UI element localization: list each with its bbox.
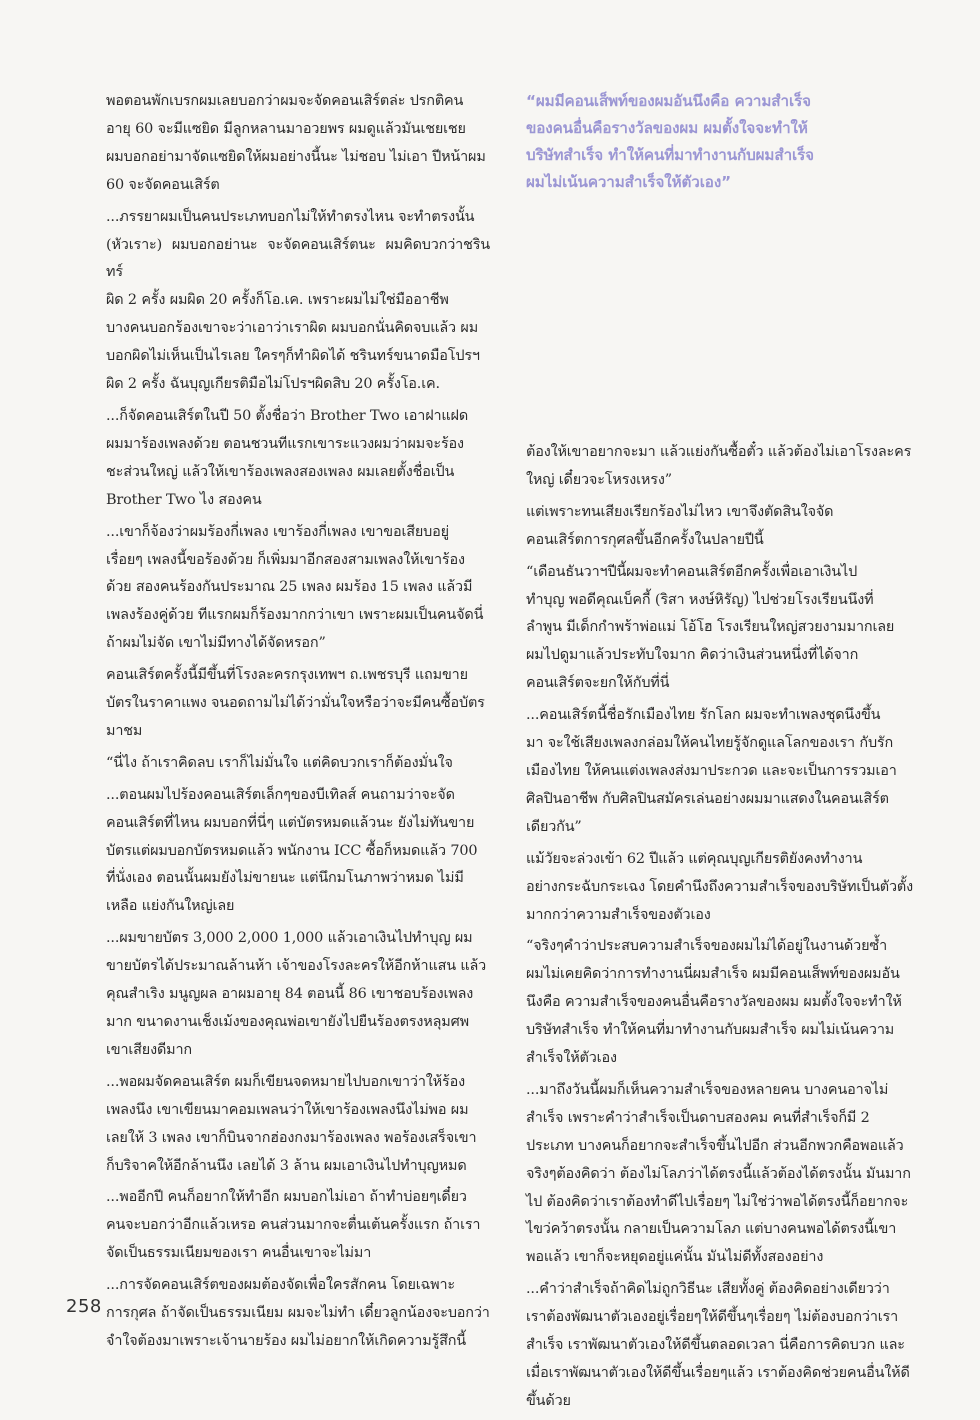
body-paragraph: ...ภรรยาผมเป็นคนประเภทบอกไม่ให้ทำตรงไหน จะทำตรงนั้น (หัวเราะ) ผมบอกอย่านะ จะจัดคอนเสิร์ตนะ ผมคิดบวกว่าชรินทร์ ผิด 2 ครั้ง ผมผิด 20 ครั้งก็โอ.เค. เพราะผมไม่ใช่มืออาชีพ บางคนบอกร้องเขาจะว่าเอาว่าเราผิด ผมบอกนั่นคิดจบแล้ว ผม บอกผิดไม่เห็นเป็นไรเลย ใครๆก็ทำผิดได้ ชรินทร์ขนาดมือโปรฯ ผิด 2 ครั้ง ฉันบุญเกียรติมือไม่โปรฯผิดสิบ 20 ครั้งโอ.เค. [106,208,490,393]
body-paragraph: ...พออีกปี คนก็อยากให้ทำอีก ผมบอกไม่เอา ถ้าทำบ่อยๆเดี๋ยว คนจะบอกว่าอีกแล้วเหรอ คนส่วนมากจะตื่นเต้นครั้งแรก ถ้าเรา จัดเป็นธรรมเนียมของเรา คนอื่นเขาจะไม่มา [106,1189,481,1262]
body-paragraph: ...เขาก็จ้องว่าผมร้องกี่เพลง เขาร้องกี่เพลง เขาขอเสียบอยู่ เรื่อยๆ เพลงนี้ขอร้องด้วย ก็เพิ่มมาอีกสองสามเพลงให้เขาร้อง ด้วย สองคนร้องกันประมาณ 25 เพลง ผมร้อง 15 เพลง แล้วมี เพลงร้องคู่ด้วย ทีแรกผมก็ร้องมากกว่าเขา เพราะผมเป็นคนจัดนี่ ถ้าผมไม่จัด เขาไม่มีทางได้จัดหรอก” [106,523,484,652]
body-paragraph: “เดือนธันวาฯปีนี้ผมจะทำคอนเสิร์ตอีกครั้งเพื่อเอาเงินไป ทำบุญ พอดีคุณเบ็คกี้ (ริสา หงษ์หิรัญ) ไปช่วยโรงเรียนนึงที่ ลำพูน มีเด็กกำพร้าพ่อแม่ โอ้โฮ โรงเรียนใหญ่สวยงามมากเลย ผมไปดูมาแล้วประทับใจมาก คิดว่าเงินส่วนหนึ่งที่ได้จาก คอนเสิร์ตจะยกให้กับที่นี่ [526,563,895,692]
right-column-body [526,439,930,1420]
body-paragraph: “จริงๆคำว่าประสบความสำเร็จของผมไม่ได้อยู่ในงานด้วยซ้ำ ผมไม่เคยคิดว่าการทำงานนี่ผมสำเร็จ ผมมีคอนเส็พท์ของผมอัน นึงคือ ความสำเร็จของคนอื่นคือรางวัลของผม ผมตั้งใจจะทำให้ บริษัทสำเร็จ ทำให้คนที่มาทำงานกับผมสำเร็จ ผมไม่เน้นความ สำเร็จให้ตัวเอง [526,938,902,1067]
page-number: 258 [66,1296,102,1317]
body-paragraph: แม้วัยจะล่วงเข้า 62 ปีแล้ว แต่คุณบุญเกียรติยังคงทำงาน อย่างกระฉับกระเฉง โดยคำนึงถึงความสำเร็จของบริษัทเป็นตัวตั้ง มากกว่าความสำเร็จของตัวเอง [526,850,913,923]
pull-quote: “ผมมีคอนเส็พท์ของผมอันนึงคือ ความสำเร็จ ของคนอื่นคือรางวัลของผม ผมตั้งใจจะทำให้ บริษัทสำเร็จ ทำให้คนที่มาทำงานกับผมสำเร็จ ผมไม่เน้นความสำเร็จให้ตัวเอง” [526,92,814,191]
right-column [526,88,930,1409]
body-paragraph: ...คำว่าสำเร็จถ้าคิดไม่ถูกวิธีนะ เสียทั้งคู่ ต้องคิดอย่างเดียวว่า เราต้องพัฒนาตัวเองอยู่เรื่อยๆให้ดีขึ้นๆเรื่อยๆ ไม่ต้องบอกว่าเรา สำเร็จ เราพัฒนาตัวเองให้ดีขึ้นตลอดเวลา นี่คือการคิดบวก และ เมื่อเราพัฒนาตัวเองให้ดีขึ้นเรื่อยๆแล้ว เราต้องคิดช่วยคนอื่นให้ดี ขึ้นด้วย [526,1281,910,1409]
body-paragraph: ต้องให้เขาอยากจะมา แล้วแย่งกันซื้อตั๋ว แล้วต้องไม่เอาโรงละคร ใหญ่ เดี๋ยวจะโหรงเหรง” [526,444,912,488]
body-paragraph: ...การจัดคอนเสิร์ตของผมต้องจัดเพื่อใครสักคน โดยเฉพาะ การกุศล ถ้าจัดเป็นธรรมเนียม ผมจะไม่ทำ เดี๋ยวลูกน้องจะบอกว่า จำใจต้องมาเพราะเจ้านายร้อง ผมไม่อยากให้เกิดความรู้สึกนี้ [106,1277,490,1349]
body-paragraph: ...มาถึงวันนี้ผมก็เห็นความสำเร็จของหลายคน บางคนอาจไม่ สำเร็จ เพราะคำว่าสำเร็จเป็นดาบสองคม คนที่สำเร็จก็มี 2 ประเภท บางคนก็อยากจะสำเร็จขึ้นไปอีก ส่วนอีกพวกคือพอแล้ว จริงๆต้องคิดว่า ต้องไม่โลภว่าได้ตรงนี้แล้วต้องได้ตรงนั้น มันมาก ไป ต้องคิดว่าเราต้องทำดีไปเรื่อยๆ ไม่ใช่ว่าพอได้ตรงนี้ก็อยากจะ ไขว่คว้าตรงนั้น กลายเป็นความโลภ แต่บางคนพอได้ตรงนี้เขา พอแล้ว เขาก็จะหยุดอยู่แค่นั้น มันไม่ดีทั้งสองอย่าง [526,1081,911,1266]
body-paragraph: ...พอผมจัดคอนเสิร์ต ผมก็เขียนจดหมายไปบอกเขาว่าให้ร้อง เพลงนึง เขาเขียนมาคอมเพลนว่าให้เขาร้องเพลงนึงไม่พอ ผม เลยให้ 3 เพลง เขาก็บินจากฮ่องกงมาร้องเพลง พอร้องเสร็จเขา ก็บริจาคให้อีกล้านนึง เลยได้ 3 ล้าน ผมเอาเงินไปทำบุญหมด [106,1073,477,1174]
body-paragraph: ...ผมขายบัตร 3,000 2,000 1,000 แล้วเอาเงินไปทำบุญ ผม ขายบัตรได้ประมาณล้านห้า เจ้าของโรงละครให้อีกห้าแสน แล้ว คุณสำเริง มนูญผล อาผมอายุ 84 ตอนนี้ 86 เขาชอบร้องเพลง มาก ขนาดงานเช็งเม้งของคุณพ่อเขายังไปยืนร้องตรงหลุมศพ เขาเสียงดีมาก [106,930,487,1058]
body-paragraph: ...ก็จัดคอนเสิร์ตในปี 50 ตั้งชื่อว่า Brother Two เอาฝาแฝด ผมมาร้องเพลงด้วย ตอนชวนทีแรกเขาระแวงผมว่าผมจะร้อง ชะส่วนใหญ่ แล้วให้เขาร้องเพลงสองเพลง ผมเลยตั้งชื่อเป็น Brother Two ไง สองคน [106,407,469,508]
body-paragraph: พอตอนพักเบรกผมเลยบอกว่าผมจะจัดคอนเสิร์ตล่ะ ปรกติคน อายุ 60 จะมีแซยิด มีลูกหลานมาอวยพร ผมดูแล้วมันเชยเชย ผมบอกอย่ามาจัดแซยิดให้ผมอย่างนี้นะ ไม่ชอบ ไม่เอา ปีหน้าผม 60 จะจัดคอนเสิร์ต [106,93,486,193]
body-paragraph: “นี่ไง ถ้าเราคิดลบ เราก็ไม่มั่นใจ แต่คิดบวกเราก็ต้องมั่นใจ [106,754,453,771]
body-paragraph: ...ตอนผมไปร้องคอนเสิร์ตเล็กๆของบีเทิลส์ คนถามว่าจะจัด คอนเสิร์ตที่ไหน ผมบอกที่นี่ๆ แต่บัตรหมดแล้วนะ ยังไม่ทันขาย บัตรแต่ผมบอกบัตรหมดแล้ว พนักงาน ICC ซื้อก็หมดแล้ว 700 ที่นั่งเอง ตอนนั้นผมยังไม่ขายนะ แต่นึกมโนภาพว่าหมด ไม่มี เหลือ แย่งกันใหญ่เลย [106,786,478,915]
body-paragraph: ...คอนเสิร์ตนี้ชื่อรักเมืองไทย รักโลก ผมจะทำเพลงชุดนึงขึ้น มา จะใช้เสียงเพลงกล่อมให้คนไทยรู้จักดูแลโลกของเรา กับรัก เมืองไทย ให้คนแต่งเพลงส่งมาประกวด และจะเป็นการรวมเอา ศิลปินอาชีพ กับศิลปินสมัครเล่นอย่างผมมาแสดงในคอนเสิร์ต เดียวกัน” [526,707,897,835]
body-paragraph: แต่เพราะทนเสียงเรียกร้องไม่ไหว เขาจึงตัดสินใจจัด คอนเสิร์ตการกุศลขึ้นอีกครั้งในปลายปีนี้ [526,503,834,548]
left-column [106,88,490,1360]
body-paragraph: คอนเสิร์ตครั้งนี้มีขึ้นที่โรงละครกรุงเทพฯ ถ.เพชรบุรี แถมขาย บัตรในราคาแพง จนอดถามไม่ได้ว่ามั่นใจหรือว่าจะมีคนซื้อบัตร มาชม [106,667,485,739]
